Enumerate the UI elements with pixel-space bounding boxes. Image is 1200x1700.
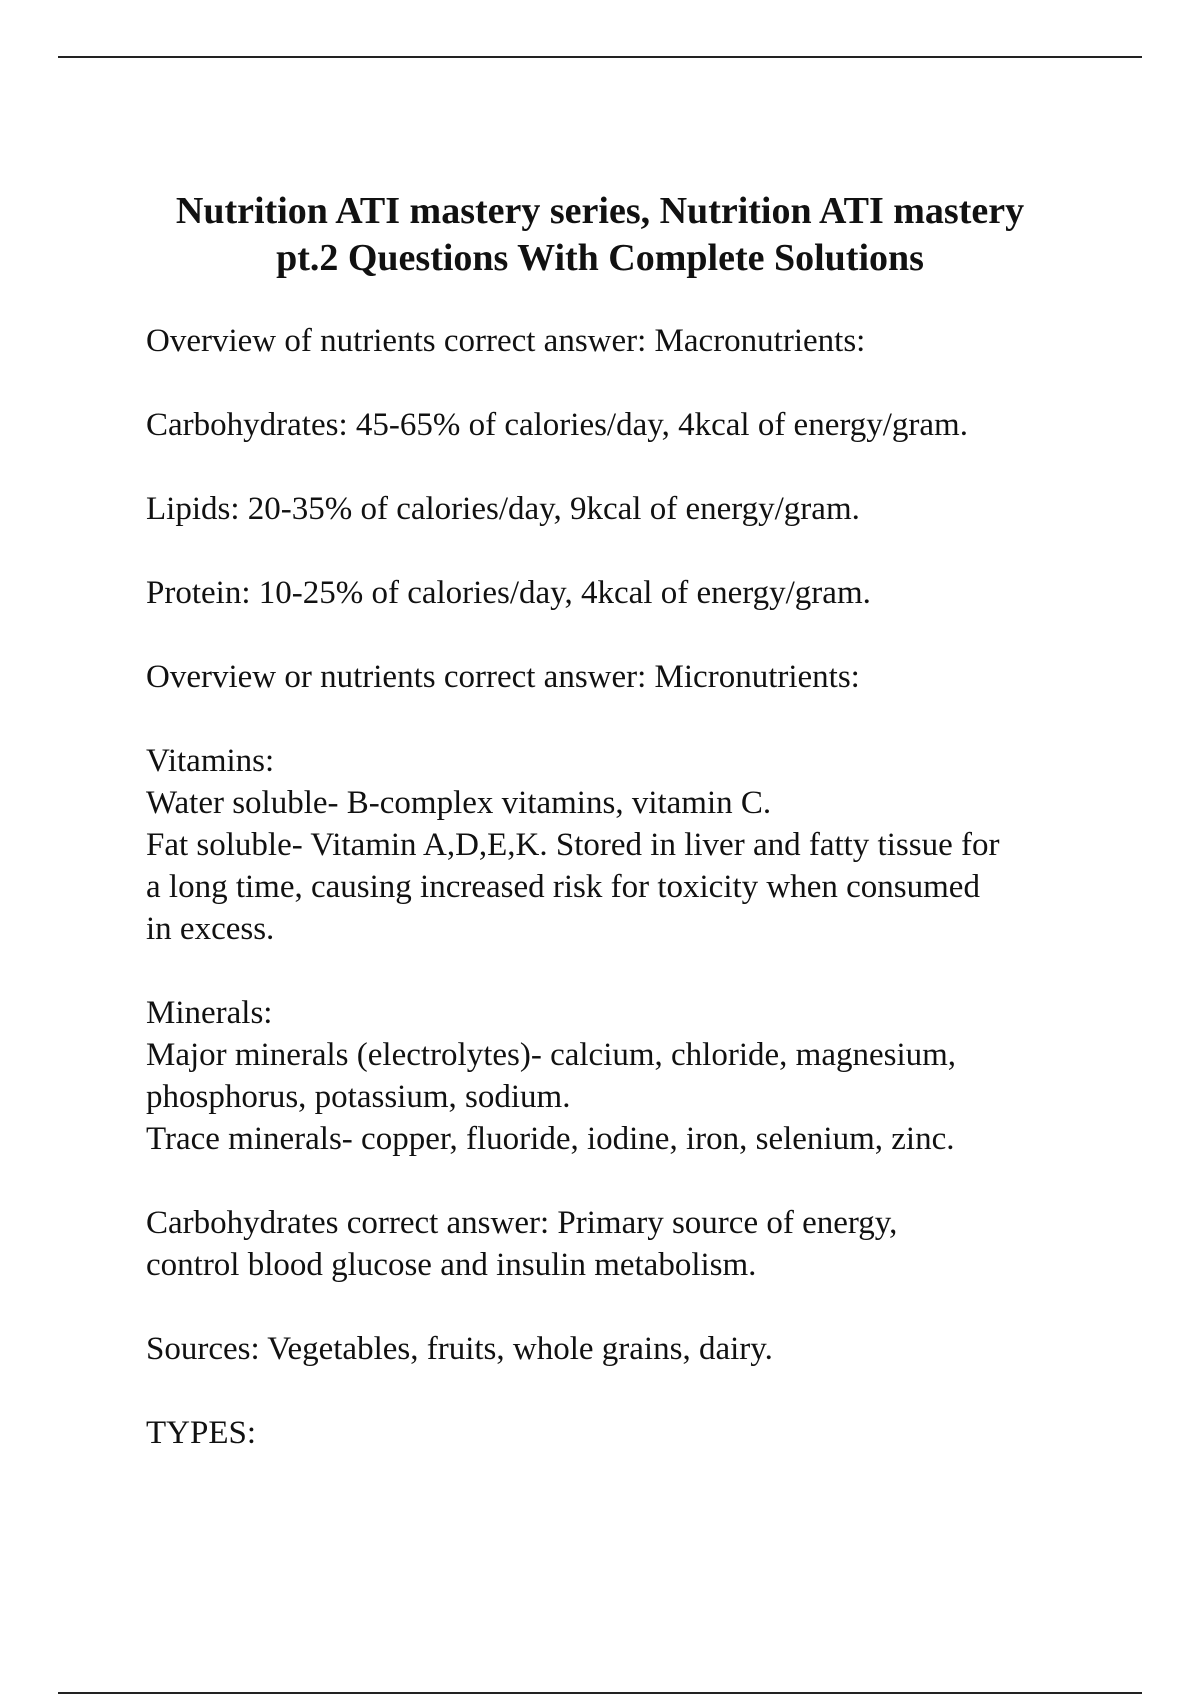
text-line: Water soluble- B-complex vitamins, vitamin C. — [146, 785, 772, 821]
text-line: Protein: 10-25% of calories/day, 4kcal of energy/gram. — [146, 575, 871, 611]
paragraph-vitamins — [146, 740, 1106, 950]
text-line: Lipids: 20-35% of calories/day, 9kcal of energy/gram. — [146, 491, 860, 527]
paragraph-sources — [146, 1328, 1106, 1370]
text-line: TYPES: — [146, 1415, 257, 1451]
top-rule — [58, 56, 1142, 58]
text-line: Vitamins: — [146, 743, 275, 779]
paragraph-overview-macronutrients — [146, 320, 1106, 362]
text-line: Sources: Vegetables, fruits, whole grains, dairy. — [146, 1331, 773, 1367]
text-line: a long time, causing increased risk for toxicity when consumed — [146, 869, 980, 905]
text-line: Overview of nutrients correct answer: Macronutrients: — [146, 323, 866, 359]
title-line: pt.2 Questions With Complete Solutions — [276, 237, 924, 279]
bottom-rule — [58, 1692, 1142, 1694]
text-line: Major minerals (electrolytes)- calcium, chloride, magnesium, — [146, 1037, 957, 1073]
text-line: Trace minerals- copper, fluoride, iodine, iron, selenium, zinc. — [146, 1121, 955, 1157]
paragraph-lipids-intake — [146, 488, 1106, 530]
text-line: Fat soluble- Vitamin A,D,E,K. Stored in liver and fatty tissue for — [146, 827, 1000, 863]
paragraph-carbohydrates-intake — [146, 404, 1106, 446]
paragraph-protein-intake — [146, 572, 1106, 614]
text-line: control blood glucose and insulin metabolism. — [146, 1247, 757, 1283]
text-line: phosphorus, potassium, sodium. — [146, 1079, 571, 1115]
text-line: Carbohydrates correct answer: Primary source of energy, — [146, 1205, 898, 1241]
title-line: Nutrition ATI mastery series, Nutrition ATI mastery — [175, 190, 1025, 232]
paragraph-overview-micronutrients — [146, 656, 1106, 698]
document-title — [140, 188, 1060, 282]
paragraph-types — [146, 1412, 1106, 1454]
text-line: Carbohydrates: 45-65% of calories/day, 4kcal of energy/gram. — [146, 407, 968, 443]
text-line: in excess. — [146, 911, 275, 947]
document-body — [146, 320, 1106, 1496]
paragraph-carbohydrates-answer — [146, 1202, 1106, 1286]
text-line: Minerals: — [146, 995, 273, 1031]
text-line: Overview or nutrients correct answer: Micronutrients: — [146, 659, 860, 695]
paragraph-minerals — [146, 992, 1106, 1160]
